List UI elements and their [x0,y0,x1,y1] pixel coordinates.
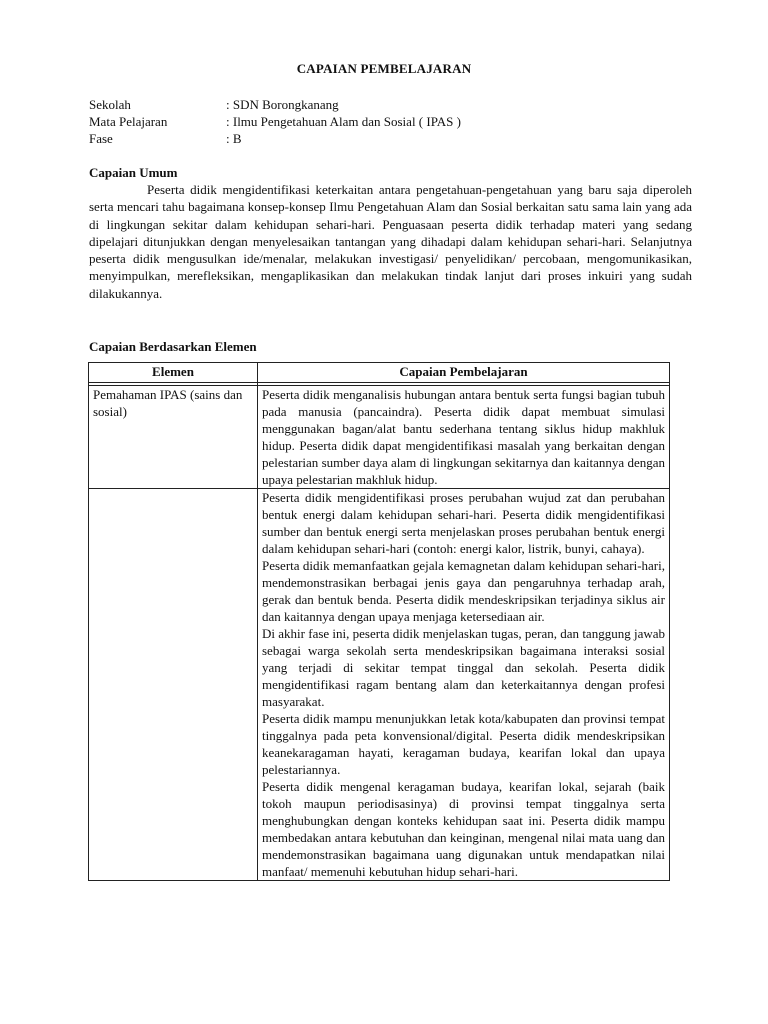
meta-label: Mata Pelajaran [89,114,168,129]
achievement-paragraph: Peserta didik menganalisis hubungan antara bentuk serta fungsi bagian tubuh pada manusia (pancaindra). Peserta didik dapat membuat simulasi menggunakan bagan/alat bantu sederhana tentang siklus hidup makhluk hidup. Peserta didik dapat mengidentifikasi masalah yang berkaitan dengan pelestarian sumber daya alam di lingkungan sekitarnya dan kaitannya dengan upaya pelestarian makhluk hidup. [262,387,665,487]
document-title: CAPAIAN PEMBELAJARAN [296,61,472,76]
achievement-cell [258,489,670,881]
meta-value: : SDN Borongkanang [226,97,339,112]
meta-row-school [89,96,461,113]
achievement-paragraph: Peserta didik mengidentifikasi proses perubahan wujud zat dan perubahan bentuk energi dalam kehidupan sehari-hari. Peserta didik mengidentifikasi sumber dan bentuk energi serta menjelaskan proses perubahan bentuk energi dalam kehidupan sehari-hari (contoh: energi kalor, listrik, bunyi, cahaya). [262,490,665,556]
achievement-paragraph: Peserta didik memanfaatkan gejala kemagnetan dalam kehidupan sehari-hari, mendemonstrasikan berbagai jenis gaya dan pengaruhnya terhadap arah, gerak dan bentuk benda. Peserta didik mendeskripsikan terjadinya siklus air dan kaitannya dengan upaya menjaga ketersediaan air. [262,558,665,624]
table-row [89,489,670,881]
general-heading: Capaian Umum [89,165,178,180]
meta-label: Sekolah [89,97,131,112]
table-header-row [89,363,670,383]
element-name: Pemahaman IPAS (sains dan sosial) [93,387,243,419]
column-header-capaian: Capaian Pembelajaran [258,363,670,383]
achievement-paragraph: Peserta didik mampu menunjukkan letak kota/kabupaten dan provinsi tempat tinggalnya pada peta konvensional/digital. Peserta didik mendeskripsikan keanekaragaman hayati, keragaman budaya, kearifan lokal dan upaya pelestariannya. [262,711,665,777]
element-cell [89,386,258,489]
achievement-cell [258,386,670,489]
document-meta [89,96,461,147]
general-paragraph: Peserta didik mengidentifikasi keterkaitan antara pengetahuan-pengetahuan yang baru saja diperoleh serta mencari tahu bagaimana konsep-konsep Ilmu Pengetahuan Alam dan Sosial berkaitan satu sama lain yang ada di lingkungan sekitar dalam kehidupan sehari-hari. Penguasaan peserta didik terhadap materi yang sedang dipelajari ditunjukkan dengan menyelesaikan tantangan yang dihadapi dalam kehidupan sehari-hari. Selanjutnya peserta didik mengusulkan ide/menalar, melakukan investigasi/ penyelidikan/ percobaan, mengomunikasikan, menyimpulkan, merefleksikan, mengaplikasikan dan melakukan tindak lanjut dari proses inkuiri yang sudah dilakukannya. [89,182,692,301]
meta-value: : B [226,131,242,146]
achievement-paragraph: Peserta didik mengenal keragaman budaya, kearifan lokal, sejarah (baik tokoh maupun periodisasinya) di provinsi tempat tinggalnya serta menghubungkan dengan konteks kehidupan saat ini. Peserta didik mampu membedakan antara kebutuhan dan keinginan, mengenal nilai mata uang dan mendemonstrasikan bagaimana uang digunakan untuk mendapatkan nilai manfaat/ memenuhi kebutuhan hidup sehari-hari. [262,779,665,879]
meta-value: : Ilmu Pengetahuan Alam dan Sosial ( IPAS ) [226,114,461,129]
meta-label: Fase [89,131,113,146]
elements-table [88,362,670,881]
achievement-paragraph: Di akhir fase ini, peserta didik menjelaskan tugas, peran, dan tanggung jawab sebagai warga sekolah serta mendeskripsikan bagaimana interaksi sosial yang terjadi di sekitar tempat tinggal dan sekolah. Peserta didik mengidentifikasi ragam bentang alam dan keterkaitannya dengan profesi masyarakat. [262,626,665,709]
column-header-elemen: Elemen [89,363,258,383]
meta-row-phase [89,130,461,147]
element-cell [89,489,258,881]
meta-row-subject [89,113,461,130]
table-row [89,386,670,489]
by-element-heading: Capaian Berdasarkan Elemen [89,339,257,354]
